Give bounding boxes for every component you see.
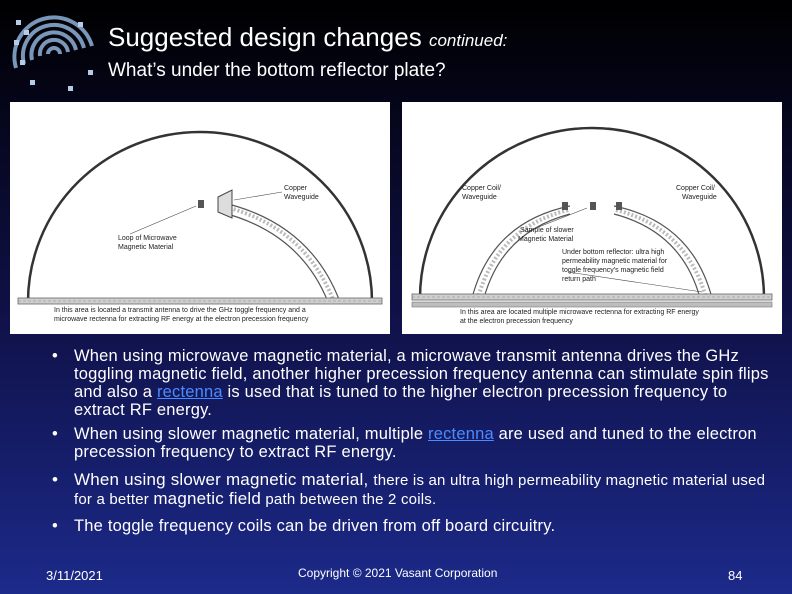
bullet-text: there is an ultra high permeability magnetic material used for a better <box>74 472 766 508</box>
footer-date: 3/11/2021 <box>46 568 103 583</box>
rectenna-link[interactable]: rectenna <box>428 425 494 443</box>
label-loop: Loop of Microwave <box>118 235 177 242</box>
left-caption-line-1: In this area is located a transmit antenna to drive the GHz toggle frequency and a <box>54 307 306 314</box>
label-under-3: toggle frequency's magnetic field <box>562 267 664 274</box>
label-sample-1: Sample of slower <box>520 227 574 234</box>
label-magnetic: Magnetic Material <box>118 244 174 251</box>
label-sample-2: Magnetic Material <box>518 236 574 243</box>
label-under-1: Under bottom reflector: ultra high <box>562 249 665 256</box>
rectenna-link[interactable]: rectenna <box>156 383 223 401</box>
title-suffix: continued: <box>428 31 508 50</box>
right-caption-line-1: In this area are located multiple microwave rectenna for extracting RF energy <box>460 309 699 316</box>
label-wg-left: Waveguide <box>462 194 497 201</box>
bullet-list <box>52 347 782 535</box>
label-coil-right: Copper Coil/ <box>676 185 715 192</box>
bullet-text: When using slower magnetic material, multiple <box>74 425 429 443</box>
label-copper: Copper <box>284 185 307 192</box>
bullet-dot: • <box>52 347 58 365</box>
label-under-4: return path <box>562 276 596 283</box>
bullet-dot: • <box>52 517 58 535</box>
bullet-text: When using slower magnetic material, <box>74 470 374 489</box>
label-wg-right: Waveguide <box>682 194 717 201</box>
left-caption-line-2: microwave rectenna for extracting RF energy at the electron precession frequency <box>54 316 309 323</box>
slide-title <box>108 22 507 53</box>
page-number: 84 <box>728 568 743 583</box>
label-coil-left: Copper Coil/ <box>462 185 501 192</box>
bullet-text: When using microwave magnetic material, a microwave transmit antenna drives the GHz toggling magnetic field, another higher precession frequency antenna can stimulate spin flips and also a <box>74 347 769 401</box>
right-diagram <box>402 102 782 334</box>
bullet-text: magnetic field <box>153 489 262 508</box>
bullet-text: The toggle frequency coils can be driven from off board circuitry. <box>74 517 556 535</box>
label-under-2: permeability magnetic material for <box>562 258 668 265</box>
bullet-dot: • <box>52 470 59 489</box>
left-diagram <box>10 102 390 334</box>
bullet-text: path between the 2 coils. <box>261 491 437 508</box>
bullet-item <box>52 425 782 461</box>
right-caption-line-2: at the electron precession frequency <box>460 318 573 325</box>
bullet-item <box>52 471 782 509</box>
bullet-text: is used that is tuned to the higher electron precession frequency to extract RF energy. <box>74 383 728 419</box>
bullet-item <box>52 517 782 535</box>
label-waveguide: Waveguide <box>284 194 319 201</box>
slide-subtitle: What’s under the bottom reflector plate? <box>108 60 446 81</box>
bullet-dot: • <box>52 425 58 443</box>
company-logo-icon <box>8 10 100 98</box>
title-main: Suggested design changes <box>108 22 422 52</box>
bullet-item <box>52 347 782 419</box>
bullet-text: are used and tuned to the electron precession frequency to extract RF energy. <box>74 425 757 461</box>
footer-copyright: Copyright © 2021 Vasant Corporation <box>298 566 498 580</box>
